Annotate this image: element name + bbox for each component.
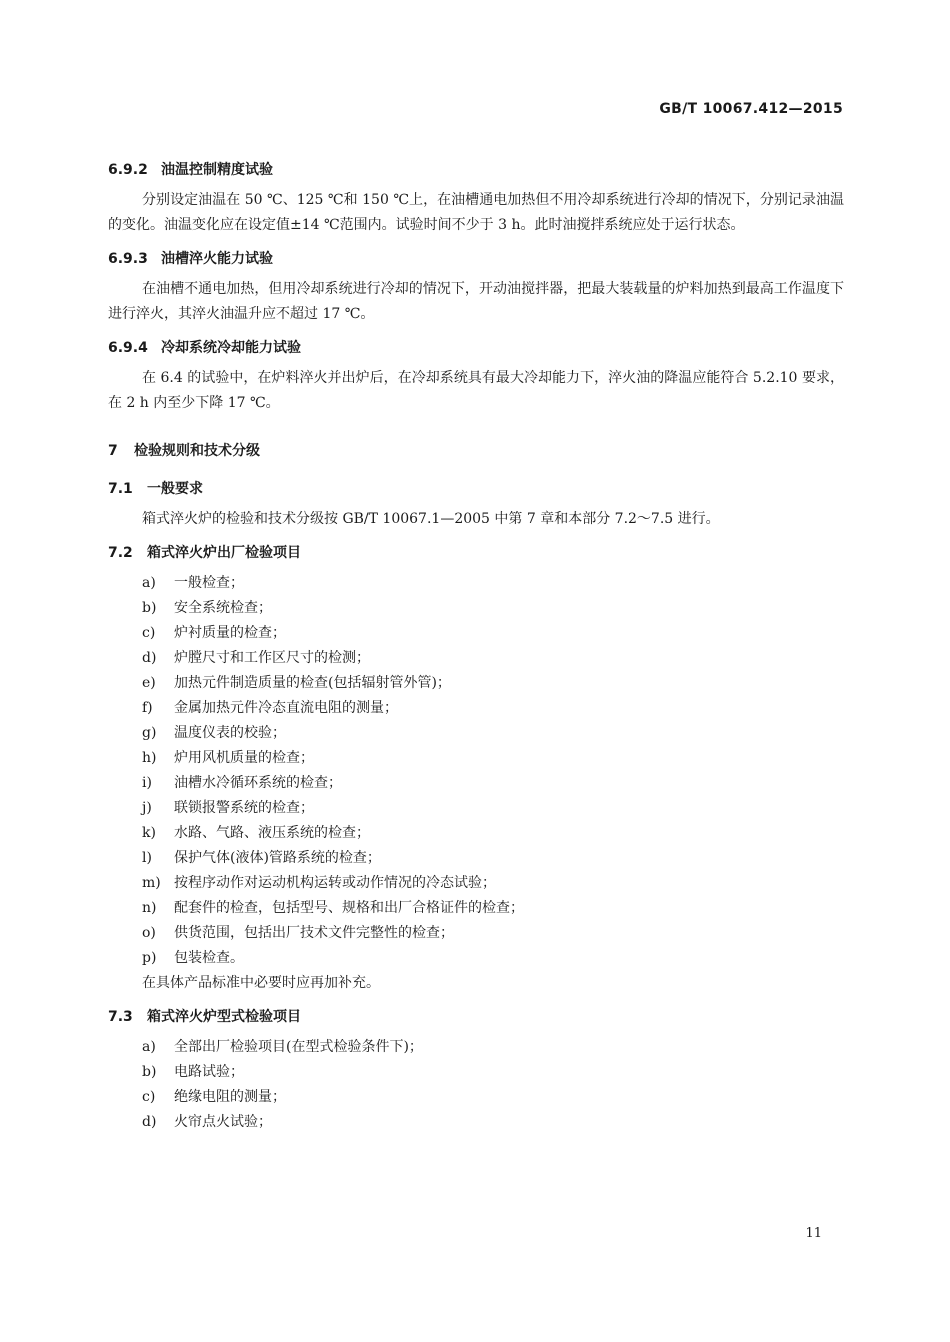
item-label: a): [142, 1039, 156, 1055]
item-label: c): [142, 625, 156, 641]
section-title: 油温控制精度试验: [161, 162, 273, 178]
item-text: 炉用风机质量的检查；: [174, 750, 314, 766]
item-text: 水路、气路、液压系统的检查；: [174, 825, 370, 841]
section-number: 7.3: [108, 1009, 133, 1025]
list-item: [108, 671, 844, 696]
list-item: [108, 821, 844, 846]
standard-code: GB/T 10067.412—2015: [659, 101, 843, 117]
section-title: 箱式淬火炉出厂检验项目: [147, 545, 301, 561]
heading-6-9-4: [108, 334, 844, 362]
item-text: 火帘点火试验；: [174, 1114, 272, 1130]
list-item: [108, 621, 844, 646]
item-text: 电路试验；: [174, 1064, 244, 1080]
list-7-2: [108, 571, 844, 971]
list-item: [108, 571, 844, 596]
heading-7-1: [108, 475, 844, 503]
list-item: [108, 921, 844, 946]
paragraph-7-1: 箱式淬火炉的检验和技术分级按 GB/T 10067.1—2005 中第 7 章和本部分 7.2～7.5 进行。: [142, 511, 720, 527]
section-title: 油槽淬火能力试验: [161, 251, 273, 267]
heading-7: [108, 437, 844, 465]
item-text: 供货范围，包括出厂技术文件完整性的检查；: [174, 925, 454, 941]
item-text: 一般检查；: [174, 575, 244, 591]
list-item: [108, 746, 844, 771]
item-text: 金属加热元件冷态直流电阻的测量；: [174, 700, 398, 716]
item-text: 全部出厂检验项目(在型式检验条件下)；: [174, 1039, 423, 1055]
item-label: l): [142, 850, 152, 866]
item-text: 温度仪表的校验；: [174, 725, 286, 741]
section-number: 7.1: [108, 481, 133, 497]
item-label: n): [142, 900, 157, 916]
paragraph-6-9-3: 在油槽不通电加热，但用冷却系统进行冷却的情况下，开动油搅拌器，把最大装载量的炉料加热到最高工作温度下进行淬火，其淬火油温升应不超过 17 ℃。: [108, 281, 844, 322]
section-title: 冷却系统冷却能力试验: [161, 340, 301, 356]
item-text: 联锁报警系统的检查；: [174, 800, 314, 816]
item-label: p): [142, 950, 157, 966]
list-item: [108, 796, 844, 821]
list-item: [108, 871, 844, 896]
paragraph-6-9-2: 分别设定油温在 50 ℃、125 ℃和 150 ℃上，在油槽通电加热但不用冷却系统进行冷却的情况下，分别记录油温的变化。油温变化应在设定值±14 ℃范围内。试验时间不少于 3 h。此时油搅拌系统应处于运行状态。: [108, 192, 844, 233]
paragraph-6-9-4: 在 6.4 的试验中，在炉料淬火并出炉后，在冷却系统具有最大冷却能力下，淬火油的降温应能符合 5.2.10 要求，在 2 h 内至少下降 17 ℃。: [108, 370, 844, 411]
item-text: 安全系统检查；: [174, 600, 272, 616]
heading-7-3: [108, 1003, 844, 1031]
section-title: 箱式淬火炉型式检验项目: [147, 1009, 301, 1025]
item-label: h): [142, 750, 157, 766]
list-item: [108, 946, 844, 971]
page-number: 11: [805, 1226, 822, 1241]
list-item: [108, 646, 844, 671]
item-text: 炉衬质量的检查；: [174, 625, 286, 641]
heading-6-9-3: [108, 245, 844, 273]
document-body: [108, 156, 844, 1135]
section-title: 一般要求: [147, 481, 203, 497]
item-label: j): [142, 800, 152, 816]
item-label: g): [142, 725, 157, 741]
item-label: o): [142, 925, 156, 941]
item-label: b): [142, 1064, 157, 1080]
item-label: f): [142, 700, 153, 716]
item-text: 配套件的检查，包括型号、规格和出厂合格证件的检查；: [174, 900, 524, 916]
item-label: e): [142, 675, 156, 691]
item-label: m): [142, 875, 161, 891]
section-number: 7.2: [108, 545, 133, 561]
list-item: [108, 846, 844, 871]
item-label: k): [142, 825, 156, 841]
item-text: 包装检查。: [174, 950, 244, 966]
item-text: 加热元件制造质量的检查(包括辐射管外管)；: [174, 675, 451, 691]
list-item: [108, 696, 844, 721]
item-text: 按程序动作对运动机构运转或动作情况的冷态试验；: [174, 875, 496, 891]
list-item: [108, 721, 844, 746]
list-7-3: [108, 1035, 844, 1135]
heading-6-9-2: [108, 156, 844, 184]
section-number: 7: [108, 443, 118, 459]
section-number: 6.9.4: [108, 340, 148, 356]
list-item: [108, 1085, 844, 1110]
list-item: [108, 896, 844, 921]
heading-7-2: [108, 539, 844, 567]
list-item: [108, 771, 844, 796]
list-item: [108, 1060, 844, 1085]
list-item: [108, 1110, 844, 1135]
item-text: 油槽水冷循环系统的检查；: [174, 775, 342, 791]
item-label: d): [142, 1114, 157, 1130]
item-label: b): [142, 600, 157, 616]
item-label: c): [142, 1089, 156, 1105]
item-label: d): [142, 650, 157, 666]
item-label: i): [142, 775, 152, 791]
item-text: 炉膛尺寸和工作区尺寸的检测；: [174, 650, 370, 666]
section-number: 6.9.2: [108, 162, 148, 178]
list-item: [108, 1035, 844, 1060]
section-title: 检验规则和技术分级: [134, 443, 260, 459]
section-number: 6.9.3: [108, 251, 148, 267]
list-item: [108, 596, 844, 621]
item-text: 保护气体(液体)管路系统的检查；: [174, 850, 381, 866]
item-text: 绝缘电阻的测量；: [174, 1089, 286, 1105]
note-7-2: 在具体产品标准中必要时应再加补充。: [142, 975, 380, 991]
item-label: a): [142, 575, 156, 591]
